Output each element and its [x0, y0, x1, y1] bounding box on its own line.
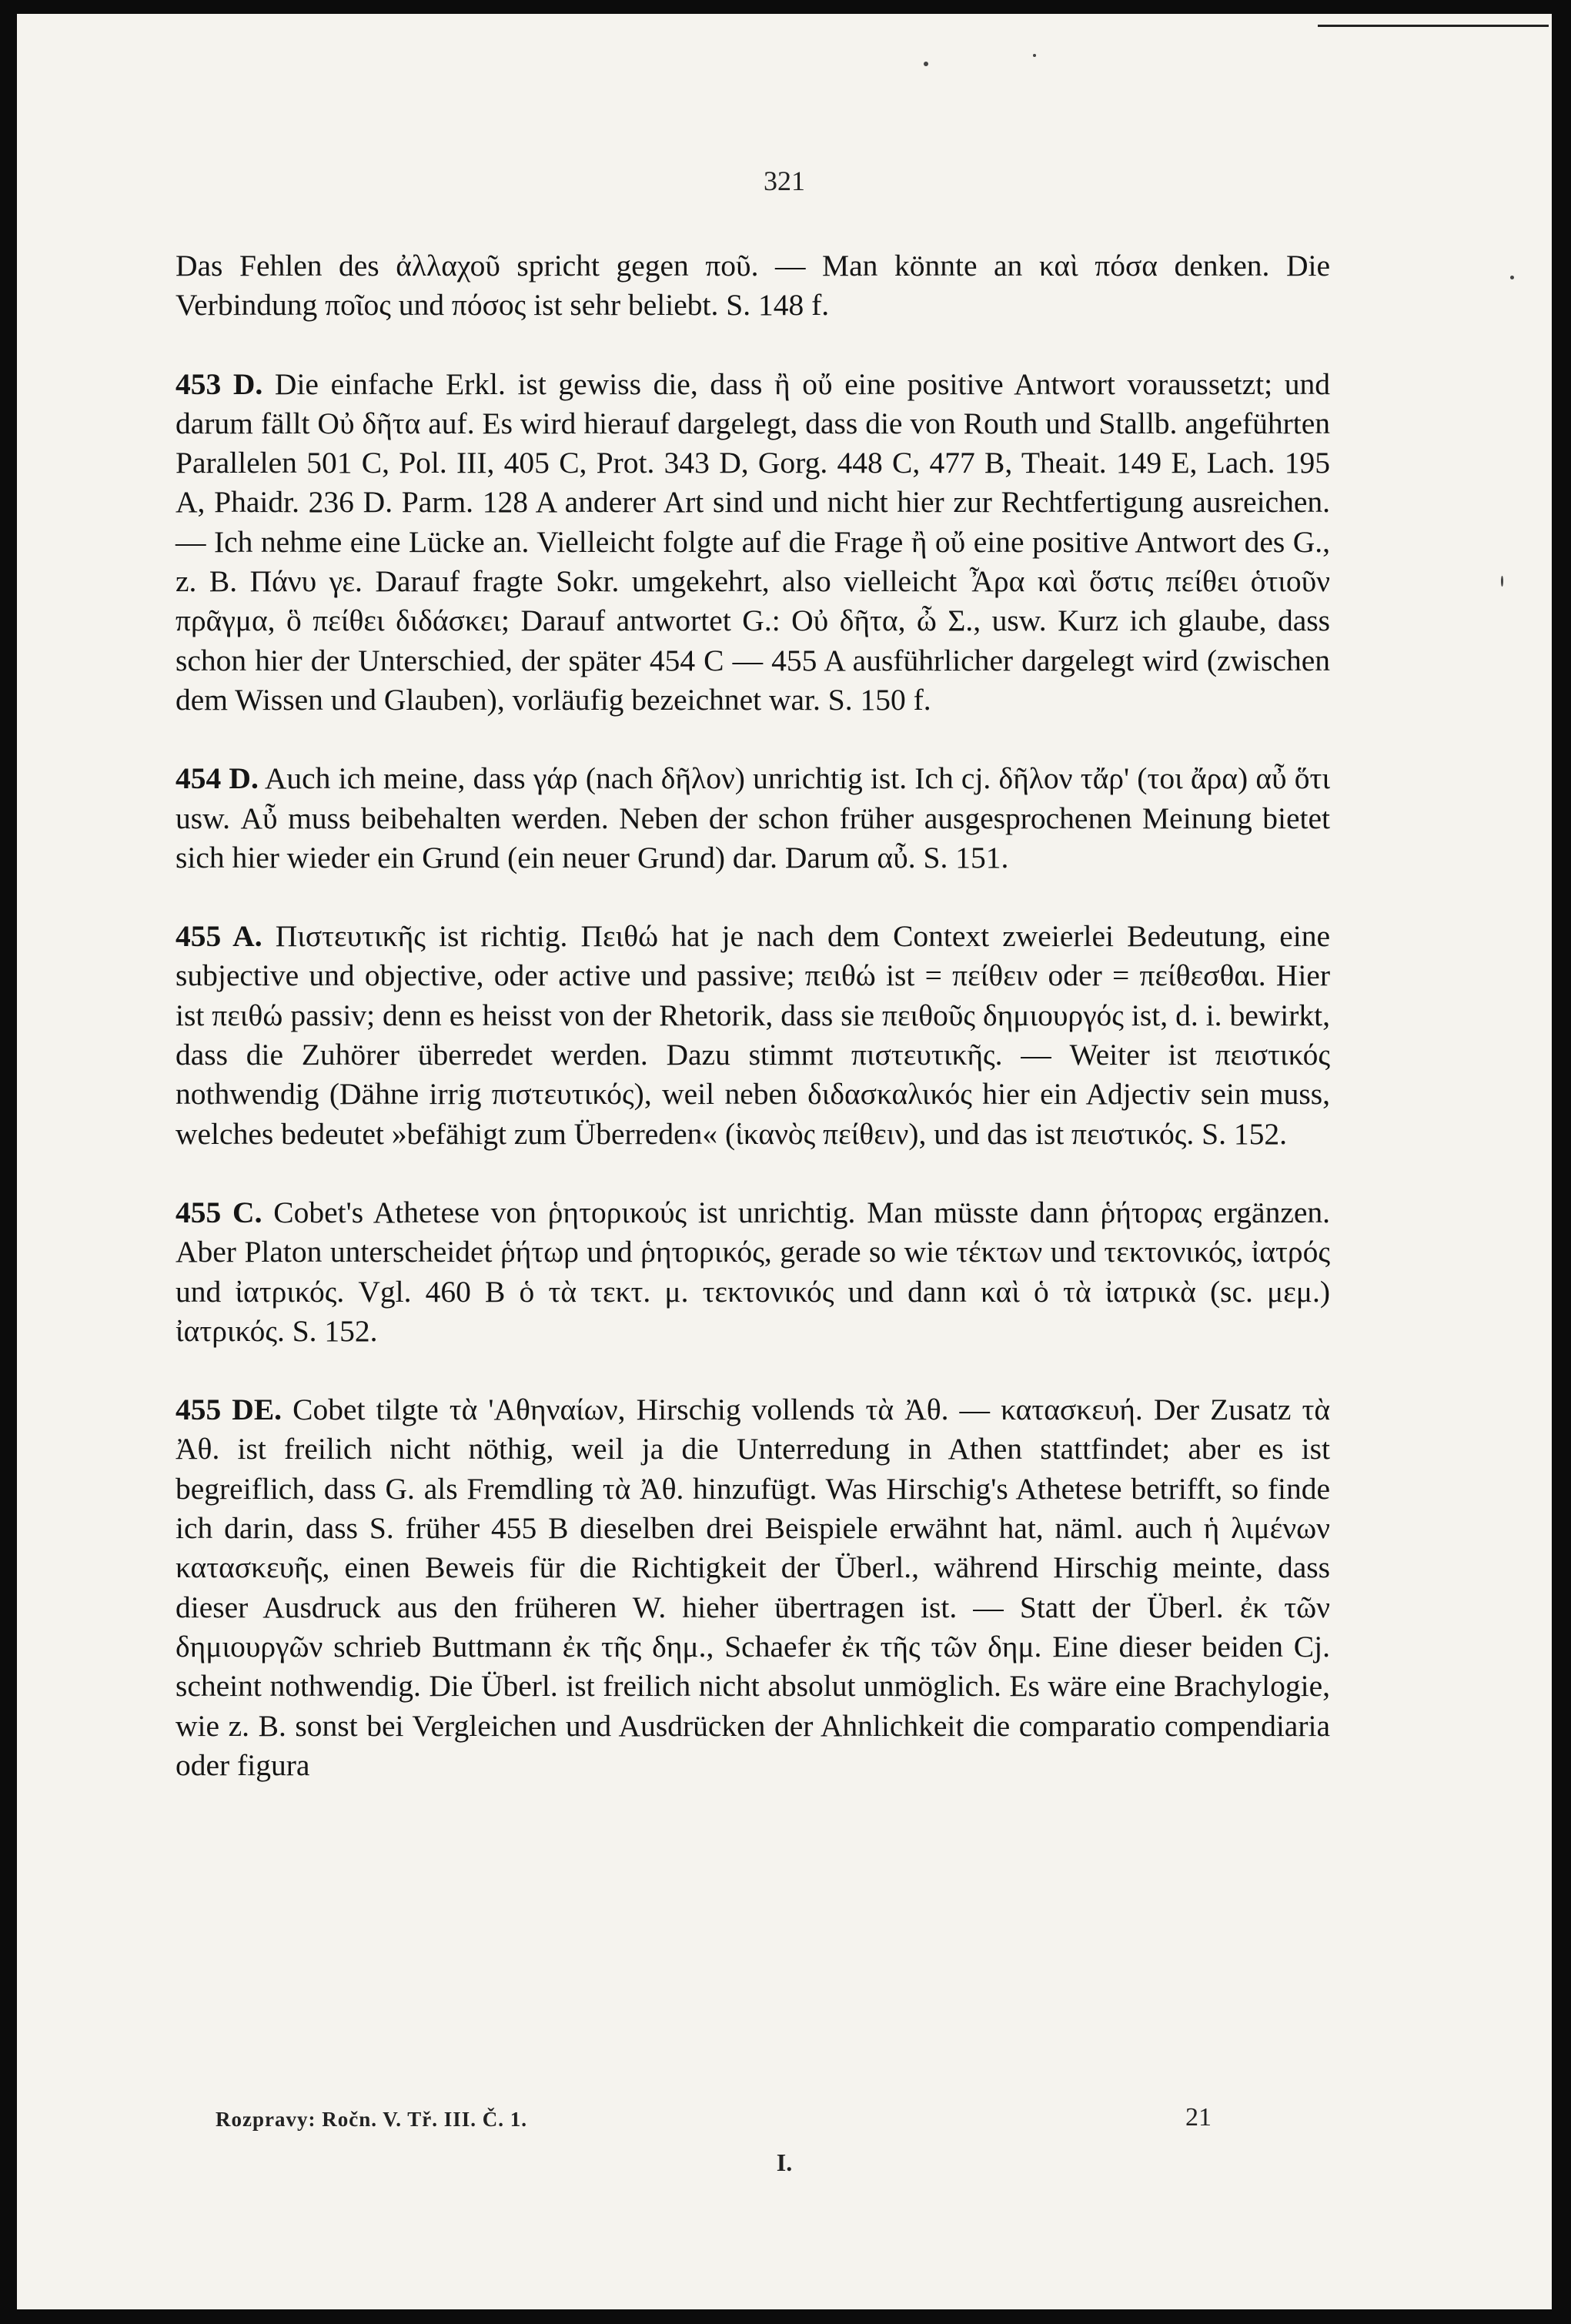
paragraph: [175, 759, 1330, 878]
scan-speck: [1501, 576, 1503, 587]
paragraph-text: Cobet tilgte τὰ 'Αθηναίων, Hirschig vollends τὰ Ἀθ. — κατασκευή. Der Zusatz τὰ Ἀθ. ist freilich nicht nöthig, weil ja die Unterredung in Athen stattfindet; aber es ist begreiflich, dass G. als Fremdling τὰ Ἀθ. hinzufügt. Was Hirschig's Athetese betrifft, so finde ich darin, dass S. früher 455 B dieselben drei Beispiele erwähnt hat, näml. auch ἡ λιμένων κατασκευῆς, einen Beweis für die Richtigkeit der Überl., während Hirschig meinte, dass dieser Ausdruck aus den früheren W. hieher übertragen ist. — Statt der Überl. ἐκ τῶν δημιουργῶν schrieb Buttmann ἐκ τῆς δημ., Schaefer ἐκ τῆς τῶν δημ. Eine dieser beiden Cj. scheint nothwendig. Die Überl. ist freilich nicht absolut unmöglich. Es wäre eine Brachylogie, wie z. B. sonst bei Vergleichen und Ausdrücken der Ahnlichkeit die comparatio compendiaria oder figura: [175, 1393, 1331, 1782]
paragraph-text: Auch ich meine, dass γάρ (nach δῆλον) unrichtig ist. Ich cj. δῆλον τἄρ' (τοι ἄρα) αὖ ὅτι usw. Αὖ muss beibehalten werden. Neben der schon früher ausgesprochenen Meinung bietet sich hier wieder ein Grund (ein neuer Grund) dar. Darum αὖ. S. 151.: [175, 761, 1331, 874]
paragraph-text: Die einfache Erkl. ist gewiss die, dass ἢ οὔ eine positive Antwort voraussetzt; und darum fällt Οὐ δῆτα auf. Es wird hierauf dargelegt, dass die von Routh und Stallb. angeführten Parallelen 501 C, Pol. III, 405 C, Prot. 343 D, Gorg. 448 C, 477 B, Theait. 149 E, Lach. 195 A, Phaidr. 236 D. Parm. 128 A anderer Art sind und nicht hier zur Rechtfertigung ausreichen. — Ich nehme eine Lücke an. Vielleicht folgte auf die Frage ἢ οὔ eine positive Antwort des G., z. B. Πάνυ γε. Darauf fragte Sokr. umgekehrt, also vielleicht Ἆρα καὶ ὅστις πείθει ὁτιοῦν πρᾶγμα, ὃ πείθει διδάσκει; Darauf antwortet G.: Οὐ δῆτα, ὦ Σ., usw. Kurz ich glaube, dass schon hier der Unterschied, der später 454 C — 455 A ausführlicher dargelegt wird (zwischen dem Wissen und Glauben), vorläufig bezeichnet war. S. 150 f.: [175, 366, 1330, 717]
page-number: 321: [764, 166, 805, 196]
scan-speck: [924, 62, 928, 66]
signature-mark: I.: [776, 2148, 793, 2176]
page-sheet: [17, 14, 1552, 2309]
section-ref: 455 C.: [175, 1195, 262, 1229]
paragraph: [175, 1193, 1330, 1351]
section-ref: 453 D.: [175, 366, 263, 401]
scan-speck: [1510, 276, 1514, 279]
body-text: [175, 246, 1330, 1824]
scan-speck: [1033, 54, 1036, 57]
footer-citation: Rozpravy: Ročn. V. Tř. III. Č. 1.: [216, 2108, 528, 2131]
footer-sheet-number: 21: [1185, 2103, 1212, 2132]
paragraph: [175, 917, 1330, 1154]
page-edge-mark: [1318, 14, 1549, 27]
section-ref: 455 A.: [175, 919, 262, 954]
section-ref: 454 D.: [175, 761, 259, 796]
paragraph-text: Das Fehlen des ἀλλαχοῦ spricht gegen ποῦ. — Man könnte an καὶ πόσα denken. Die Verbindung ποῖος und πόσος ist sehr beliebt. S. 148 f.: [175, 249, 1330, 323]
paragraph: [175, 246, 1330, 326]
paragraph-text: Cobet's Athetese von ῥητορικούς ist unrichtig. Man müsste dann ῥήτορας ergänzen. Aber Platon unterscheidet ῥήτωρ und ῥητορικός, gerade so wie τέκτων und τεκτονικός, ἰατρός und ἰατρικός. Vgl. 460 B ὁ τὰ τεκτ. μ. τεκτονικός und dann καὶ ὁ τὰ ἰατρικὰ (sc. μεμ.) ἰατρικός. S. 152.: [175, 1195, 1331, 1348]
paragraph: [175, 365, 1330, 721]
paragraph: [175, 1390, 1330, 1785]
section-ref: 455 DE.: [175, 1393, 282, 1427]
paragraph-text: Πιστευτικῆς ist richtig. Πειθώ hat je nach dem Context zweierlei Bedeutung, eine subjective und objective, oder active und passive; πειθώ ist = πείθειν oder = πείθεσθαι. Hier ist πειθώ passiv; denn es heisst von der Rhetorik, dass sie πειθοῦς δημιουργός ist, d. i. bewirkt, dass die Zuhörer überredet werden. Dazu stimmt πιστευτικῆς. — Weiter ist πειστικός nothwendig (Dähne irrig πιστευτικός), weil neben διδασκαλικός hier ein Adjectiv sein muss, welches bedeutet »befähigt zum Überreden« (ἱκανὸς πείθειν), und das ist πειστικός. S. 152.: [175, 919, 1331, 1151]
